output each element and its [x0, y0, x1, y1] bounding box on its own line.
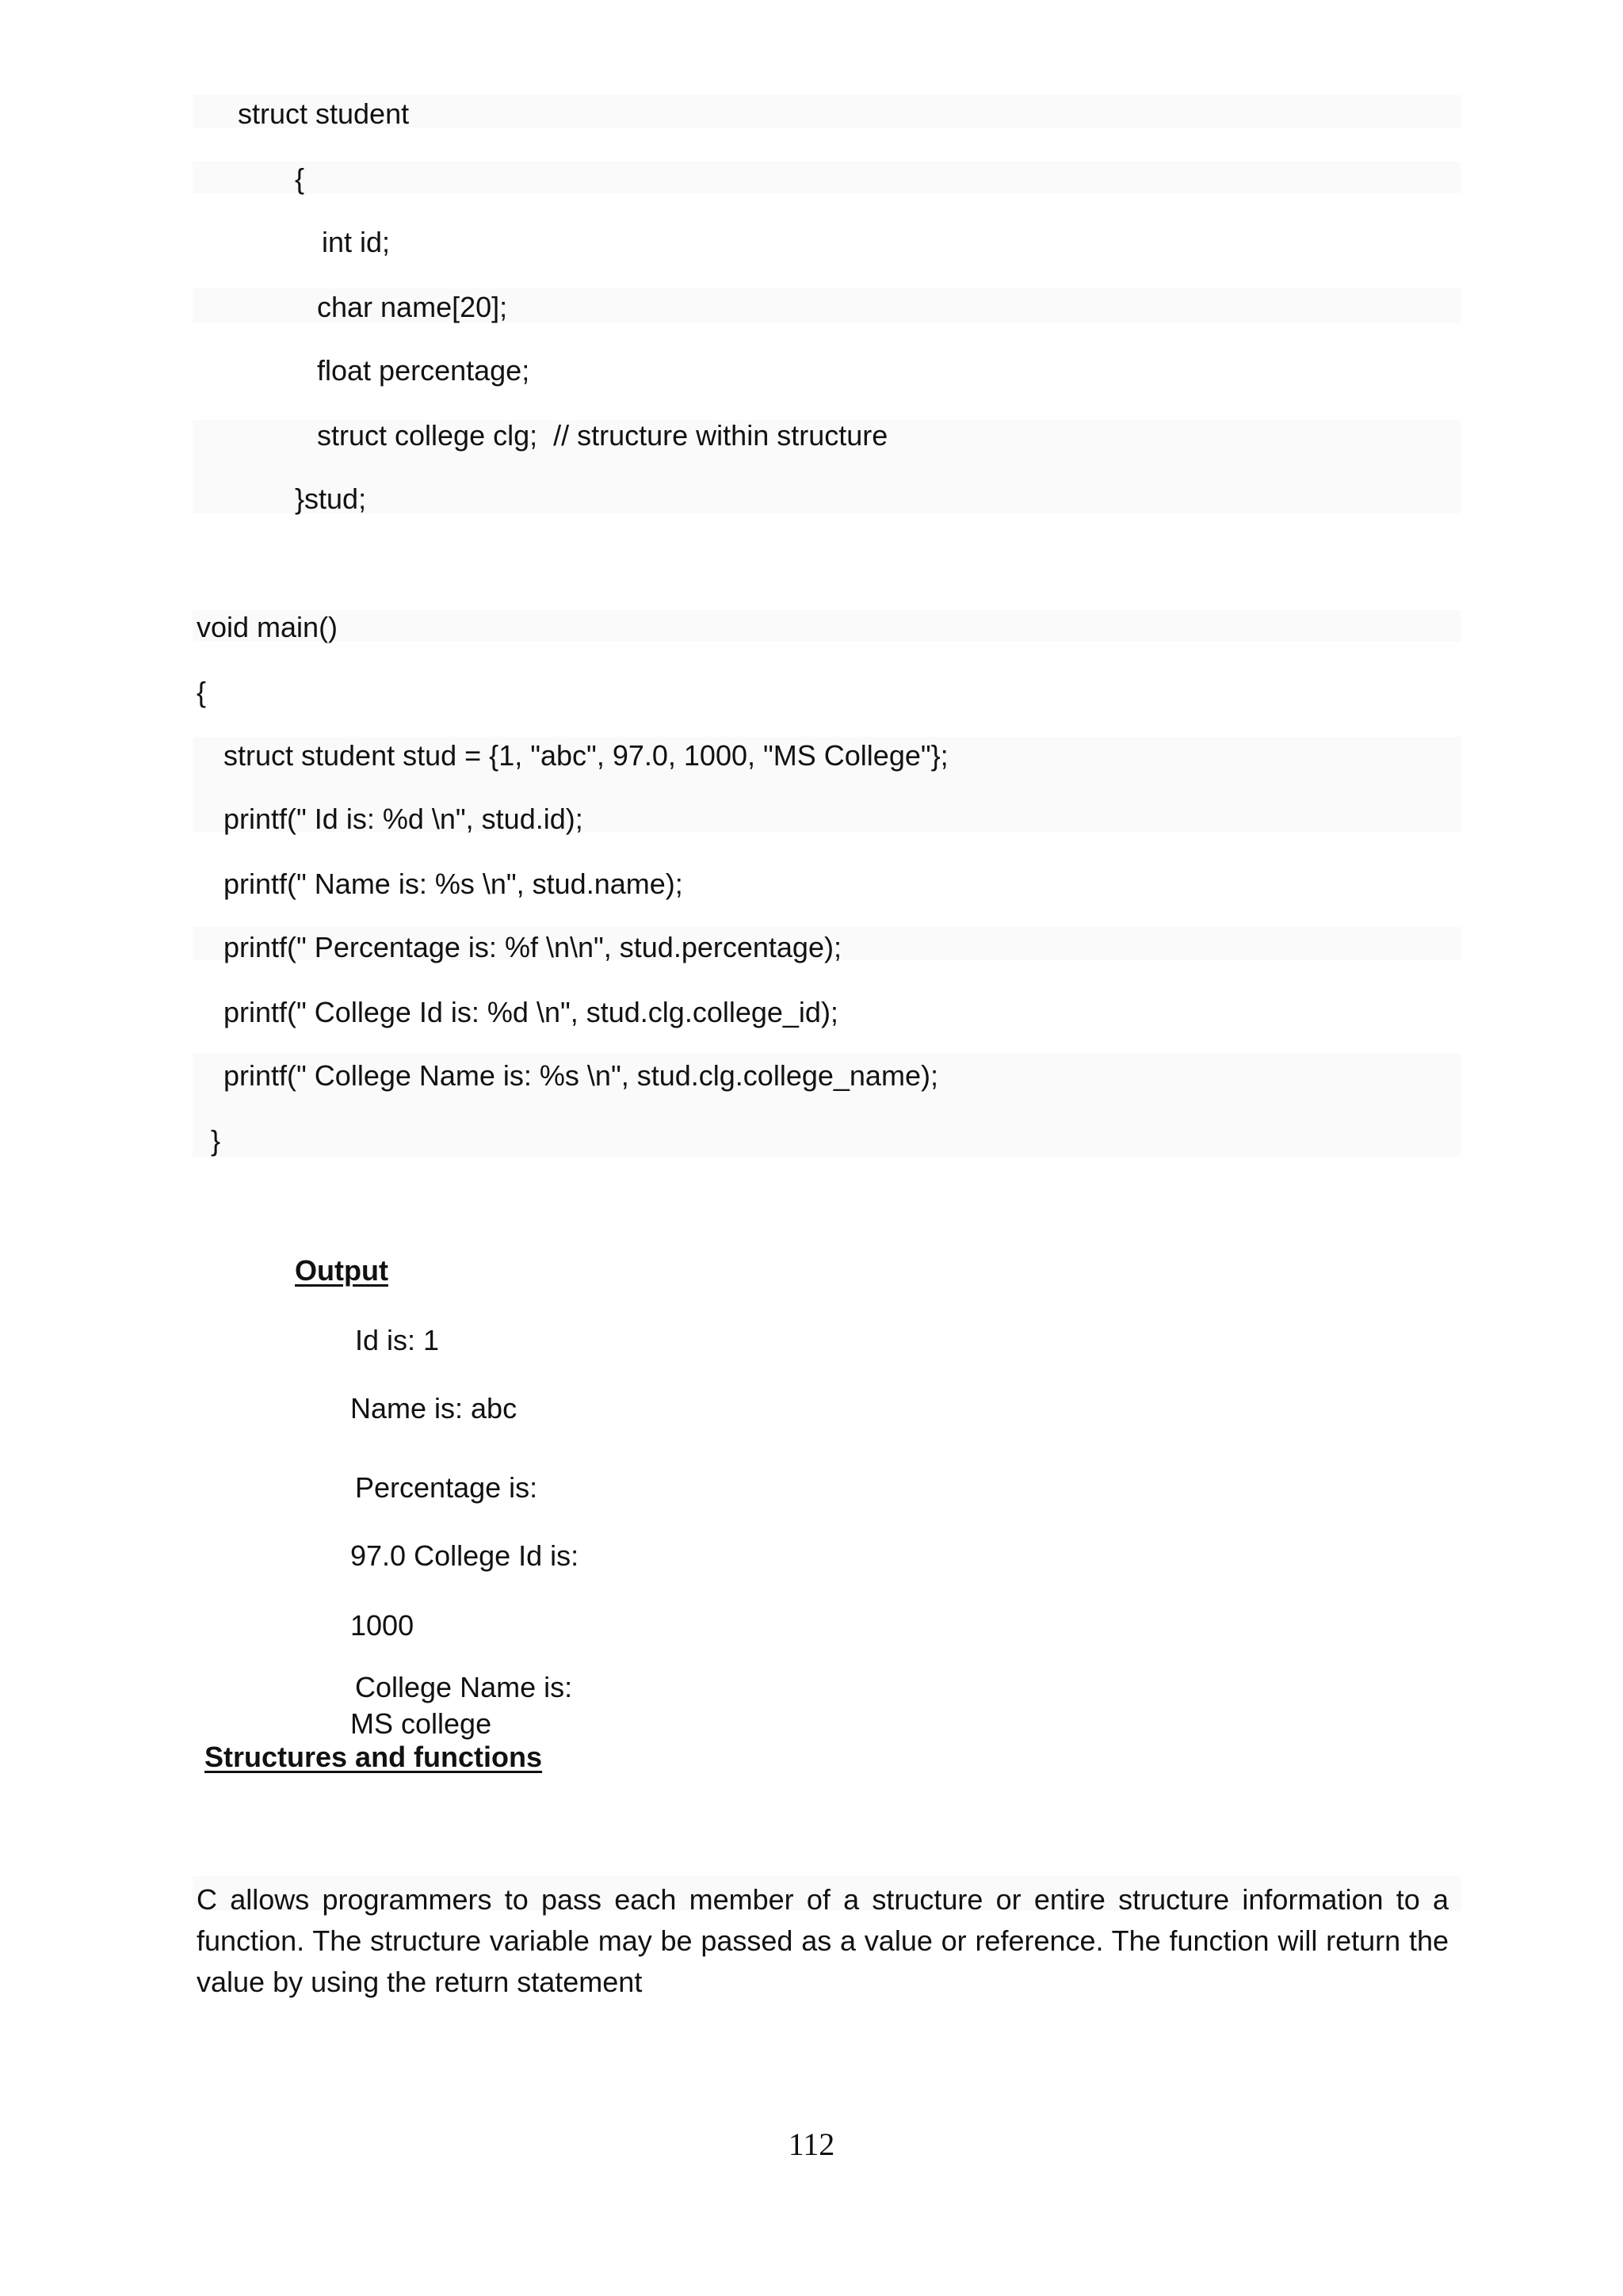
output-line: MS college — [350, 1707, 492, 1740]
code-line: printf(" College Name is: %s \n", stud.clg.college_name); — [223, 1059, 938, 1092]
code-line: { — [197, 676, 207, 708]
code-line: float percentage; — [317, 354, 530, 387]
output-line: 1000 — [350, 1609, 414, 1642]
code-shade — [193, 610, 1461, 642]
code-line: { — [295, 162, 305, 195]
code-line: printf(" Name is: %s \n", stud.name); — [223, 868, 683, 900]
code-line: }stud; — [295, 482, 367, 515]
code-line: int id; — [322, 226, 391, 258]
page-number: 112 — [788, 2126, 835, 2162]
section-paragraph: C allows programmers to pass each member of a structure or entire structure information to a function. The structure variable may be passed as a value or reference. The function will return the value by using the return statement — [197, 1883, 1449, 1998]
output-line: Name is: abc — [350, 1392, 517, 1425]
code-line: void main() — [197, 611, 338, 643]
code-line: struct student — [238, 97, 410, 130]
code-line: printf(" Id is: %d \n", stud.id); — [223, 803, 583, 835]
code-line: } — [211, 1124, 221, 1157]
code-line: printf(" College Id is: %d \n", stud.clg.college_id); — [223, 996, 838, 1028]
output-line: 97.0 College Id is: — [350, 1539, 579, 1572]
output-line: College Name is: — [355, 1671, 573, 1703]
output-line: Percentage is: — [355, 1471, 538, 1504]
section-heading: Structures and functions — [204, 1741, 543, 1773]
output-heading: Output — [295, 1254, 388, 1287]
code-line: struct college clg; // structure within structure — [317, 419, 888, 452]
code-line: struct student stud = {1, "abc", 97.0, 1000, "MS College"}; — [223, 739, 949, 772]
code-shade — [193, 162, 1461, 193]
code-line: char name[20]; — [317, 291, 508, 323]
output-line: Id is: 1 — [355, 1324, 440, 1356]
code-line: printf(" Percentage is: %f \n\n", stud.percentage); — [223, 931, 842, 963]
